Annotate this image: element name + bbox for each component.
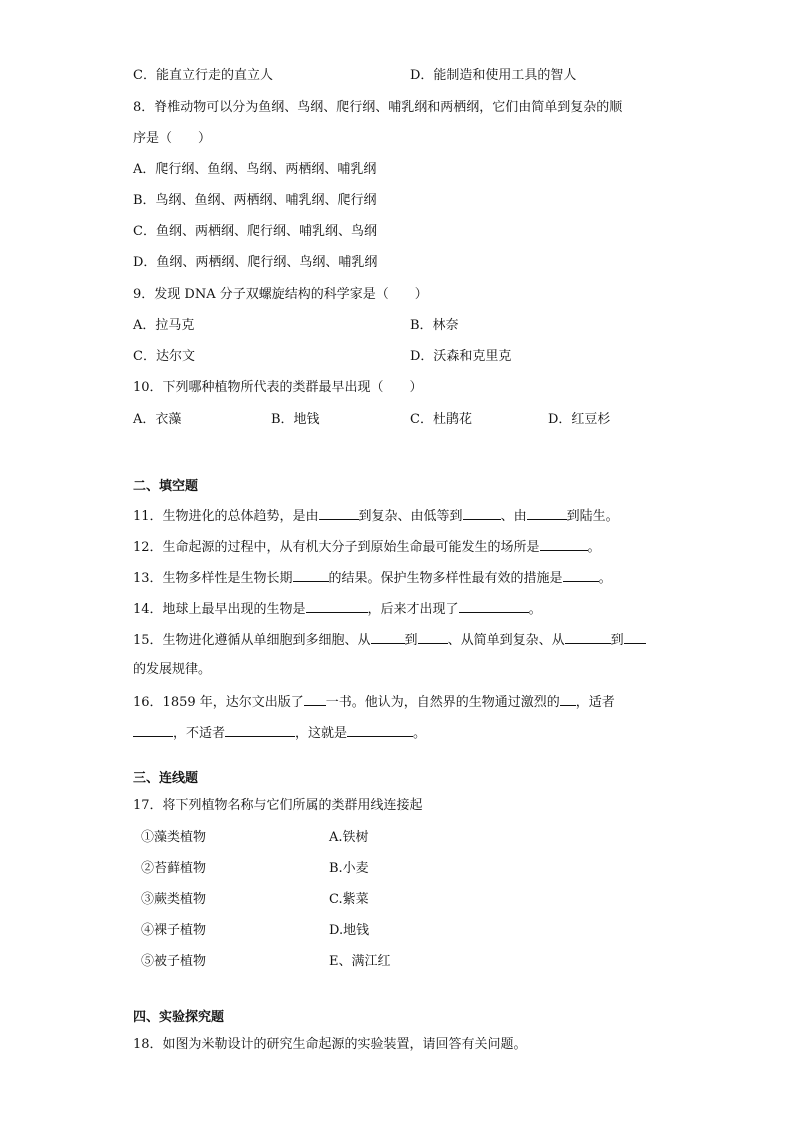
answer-blank[interactable] xyxy=(565,630,611,644)
q13: 13．生物多样性是生物长期 的结果。保护生物多样性最有效的措施是 。 xyxy=(133,568,612,588)
matching-left-item[interactable]: ③蕨类植物 xyxy=(141,892,207,907)
answer-blank[interactable] xyxy=(371,630,405,644)
answer-blank[interactable] xyxy=(418,630,448,644)
q16-line2: ，不适者 ，这就是 。 xyxy=(133,723,426,743)
matching-left-item[interactable]: ②苔藓植物 xyxy=(141,861,207,876)
q8-stem-line2: 序是（ ） xyxy=(133,131,212,146)
q8-option-d: D．鱼纲、两栖纲、爬行纲、鸟纲、哺乳纲 xyxy=(133,255,378,270)
matching-left-item[interactable]: ⑤被子植物 xyxy=(141,954,207,969)
section-heading-matching: 三、连线题 xyxy=(133,771,199,786)
matching-right-item[interactable]: A.铁树 xyxy=(329,830,369,845)
section-heading-fill-in: 二、填空题 xyxy=(133,479,199,494)
answer-blank[interactable] xyxy=(560,692,576,706)
q9-stem: 9．发现 DNA 分子双螺旋结构的科学家是（ ） xyxy=(133,287,428,302)
q12: 12．生命起源的过程中，从有机大分子到原始生命最可能发生的场所是 。 xyxy=(133,537,601,557)
answer-blank[interactable] xyxy=(306,599,368,613)
matching-right-item[interactable]: E、满江红 xyxy=(329,954,391,969)
q7-option-c: C．能直立行走的直立人 xyxy=(133,68,273,83)
answer-blank[interactable] xyxy=(304,692,326,706)
matching-left-item[interactable]: ①藻类植物 xyxy=(141,830,207,845)
q14: 14．地球上最早出现的生物是 ，后来才出现了 。 xyxy=(133,599,542,619)
matching-left-item[interactable]: ④裸子植物 xyxy=(141,923,207,938)
q8-stem-line1: 8．脊椎动物可以分为鱼纲、鸟纲、爬行纲、哺乳纲和两栖纲，它们由简单到复杂的顺 xyxy=(133,100,623,115)
matching-right-item[interactable]: C.紫菜 xyxy=(329,892,369,907)
answer-blank[interactable] xyxy=(347,723,413,737)
q10-option-b: B．地钱 xyxy=(271,412,320,427)
q10-stem: 10．下列哪种植物所代表的类群最早出现（ ） xyxy=(133,380,423,395)
q18-stem: 18．如图为米勒设计的研究生命起源的实验装置，请回答有关问题。 xyxy=(133,1037,527,1052)
matching-right-item[interactable]: B.小麦 xyxy=(329,861,369,876)
q10-option-a: A．衣藻 xyxy=(133,412,182,427)
answer-blank[interactable] xyxy=(225,723,295,737)
q11: 11．生物进化的总体趋势，是由 到复杂、由低等到 、由 到陆生。 xyxy=(133,506,619,526)
answer-blank[interactable] xyxy=(133,723,173,737)
q8-option-a: A．爬行纲、鱼纲、鸟纲、两栖纲、哺乳纲 xyxy=(133,162,377,177)
q9-option-b: B．林奈 xyxy=(410,318,459,333)
q10-option-d: D．红豆杉 xyxy=(548,412,611,427)
matching-right-item[interactable]: D.地钱 xyxy=(329,923,370,938)
q9-option-a: A．拉马克 xyxy=(133,318,195,333)
answer-blank[interactable] xyxy=(459,599,529,613)
q16-line1: 16．1859 年，达尔文出版了 一书。他认为，自然界的生物通过激烈的 ，适者 xyxy=(133,692,615,712)
q15-line1: 15．生物进化遵循从单细胞到多细胞、从 到 、从简单到复杂、从 到 xyxy=(133,630,646,650)
answer-blank[interactable] xyxy=(463,506,501,520)
q10-option-c: C．杜鹃花 xyxy=(410,412,472,427)
q8-option-b: B．鸟纲、鱼纲、两栖纲、哺乳纲、爬行纲 xyxy=(133,193,377,208)
answer-blank[interactable] xyxy=(319,506,359,520)
answer-blank[interactable] xyxy=(563,568,599,582)
q9-option-c: C．达尔文 xyxy=(133,349,195,364)
section-heading-experiment: 四、实验探究题 xyxy=(133,1010,225,1025)
answer-blank[interactable] xyxy=(527,506,567,520)
q15-line2: 的发展规律。 xyxy=(133,662,212,677)
answer-blank[interactable] xyxy=(624,630,646,644)
q8-option-c: C．鱼纲、两栖纲、爬行纲、哺乳纲、鸟纲 xyxy=(133,224,377,239)
q9-option-d: D．沃森和克里克 xyxy=(410,349,512,364)
q7-option-d: D．能制造和使用工具的智人 xyxy=(410,68,577,83)
q17-stem: 17．将下列植物名称与它们所属的类群用线连接起 xyxy=(133,798,423,813)
answer-blank[interactable] xyxy=(293,568,329,582)
answer-blank[interactable] xyxy=(540,537,588,551)
